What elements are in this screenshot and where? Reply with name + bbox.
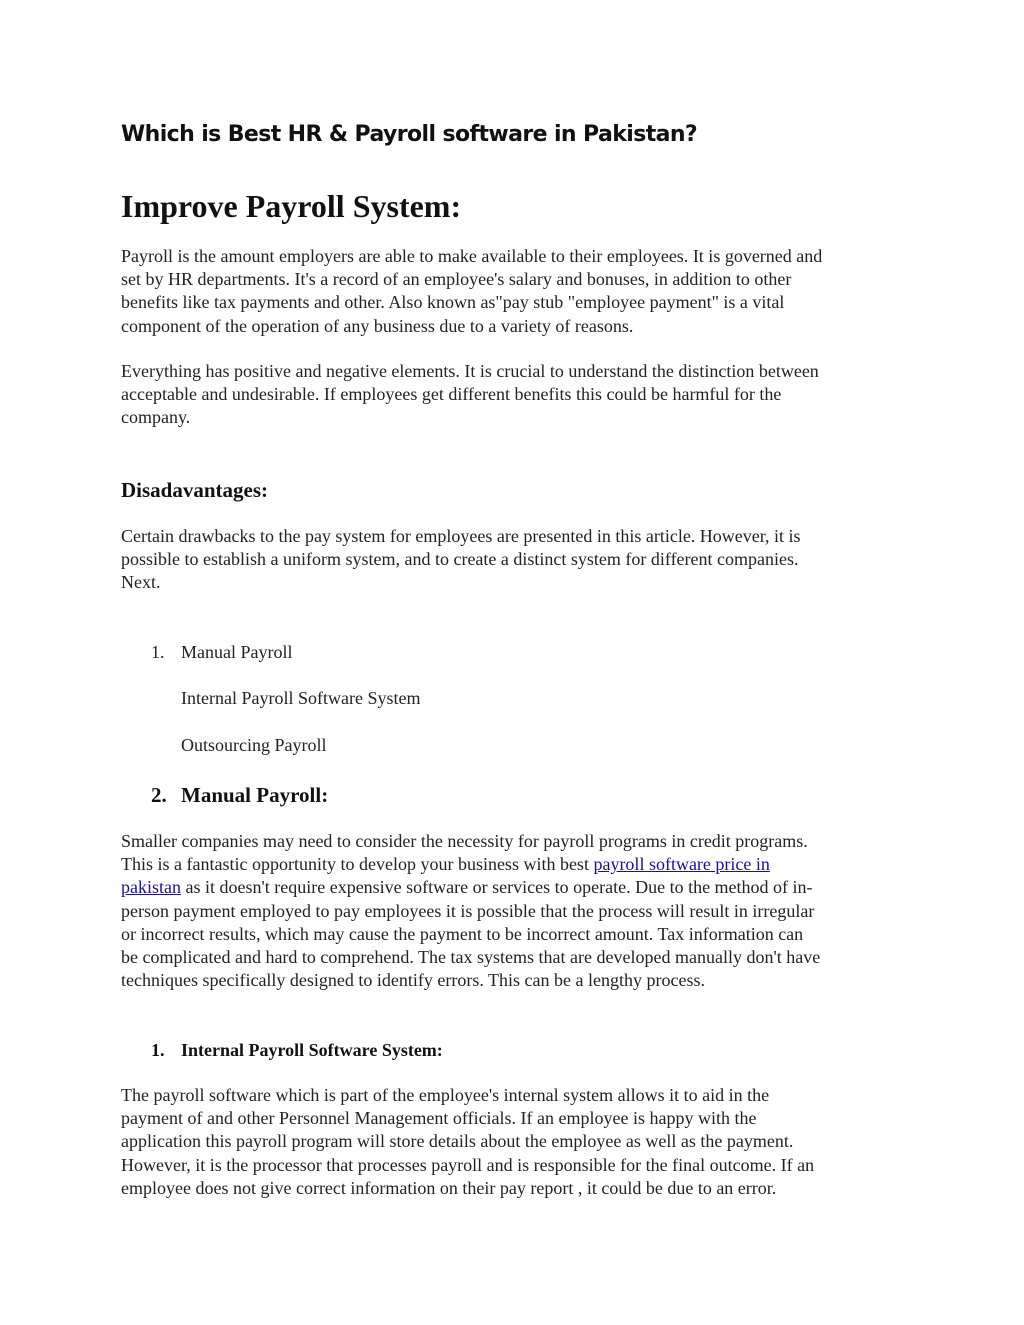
paragraph-line: However, it is the processor that processes payroll and is responsible for the final outcome. If an [121, 1154, 815, 1175]
manual-payroll-paragraph [121, 830, 921, 992]
paragraph-line: or incorrect results, which may cause the payment to be incorrect amount. Tax information can [121, 923, 804, 944]
paragraph-line: company. [121, 407, 191, 428]
second-paragraph [121, 360, 921, 430]
paragraph-line: benefits like tax payments and other. Also known as"pay stub "employee payment" is a vital [121, 292, 785, 313]
paragraph-line: techniques specifically designed to identify errors. This can be a lengthy process. [121, 970, 705, 991]
paragraph-line: component of the operation of any business due to a variety of reasons. [121, 315, 634, 336]
paragraph-line: Payroll is the amount employers are able to make available to their employees. It is governed and [121, 246, 823, 266]
heading-manual-payroll: Manual Payroll: [181, 783, 329, 807]
section-number: 1. [151, 1040, 165, 1060]
payroll-software-price-link[interactable]: payroll software price in [593, 854, 770, 875]
paragraph-line [121, 876, 921, 899]
paragraph-line: Smaller companies may need to consider the necessity for payroll programs in credit programs. [121, 831, 808, 851]
paragraph-line: Everything has positive and negative elements. It is crucial to understand the distinction between [121, 361, 819, 381]
payroll-software-price-link-continued[interactable]: pakistan [121, 877, 181, 898]
internal-payroll-paragraph [121, 1084, 921, 1200]
intro-paragraph [121, 245, 921, 338]
section-number: 2. [151, 783, 167, 807]
list-number: 1. [151, 642, 165, 662]
list-item-outsourcing-payroll: Outsourcing Payroll [181, 735, 327, 755]
paragraph-line: set by HR departments. It's a record of an employee's salary and bonuses, in addition to other [121, 269, 792, 290]
paragraph-line: person payment employed to pay employees it is possible that the process will result in irregular [121, 900, 815, 921]
paragraph-line: be complicated and hard to comprehend. The tax systems that are developed manually don't have [121, 947, 821, 968]
paragraph-line: acceptable and undesirable. If employees get different benefits this could be harmful for the [121, 384, 782, 405]
heading-disadvantages: Disadavantages: [121, 478, 269, 502]
paragraph-line: The payroll software which is part of the employee's internal system allows it to aid in the [121, 1085, 770, 1105]
heading-improve-payroll: Improve Payroll System: [121, 188, 462, 224]
document-title: Which is Best HR & Payroll software in Pakistan? [121, 122, 698, 147]
heading-internal-payroll: Internal Payroll Software System: [181, 1040, 443, 1060]
list-item-internal-payroll: Internal Payroll Software System [181, 688, 421, 708]
paragraph-text: This is a fantastic opportunity to develop your business with best [121, 854, 594, 875]
paragraph-line: payment of and other Personnel Management officials. If an employee is happy with the [121, 1108, 757, 1129]
paragraph-line: possible to establish a uniform system, and to create a distinct system for different companies. [121, 549, 799, 570]
paragraph-line [121, 853, 921, 876]
paragraph-line: application this payroll program will store details about the employee as well as the payment. [121, 1131, 794, 1152]
paragraph-line: employee does not give correct information on their pay report , it could be due to an error. [121, 1177, 777, 1198]
list-item-manual-payroll: Manual Payroll [181, 642, 293, 662]
paragraph-line: Next. [121, 572, 161, 593]
paragraph-text: as it doesn't require expensive software or services to operate. Due to the method of in- [181, 877, 813, 898]
paragraph-line: Certain drawbacks to the pay system for employees are presented in this article. However, it is [121, 526, 801, 546]
disadvantages-paragraph [121, 525, 921, 595]
